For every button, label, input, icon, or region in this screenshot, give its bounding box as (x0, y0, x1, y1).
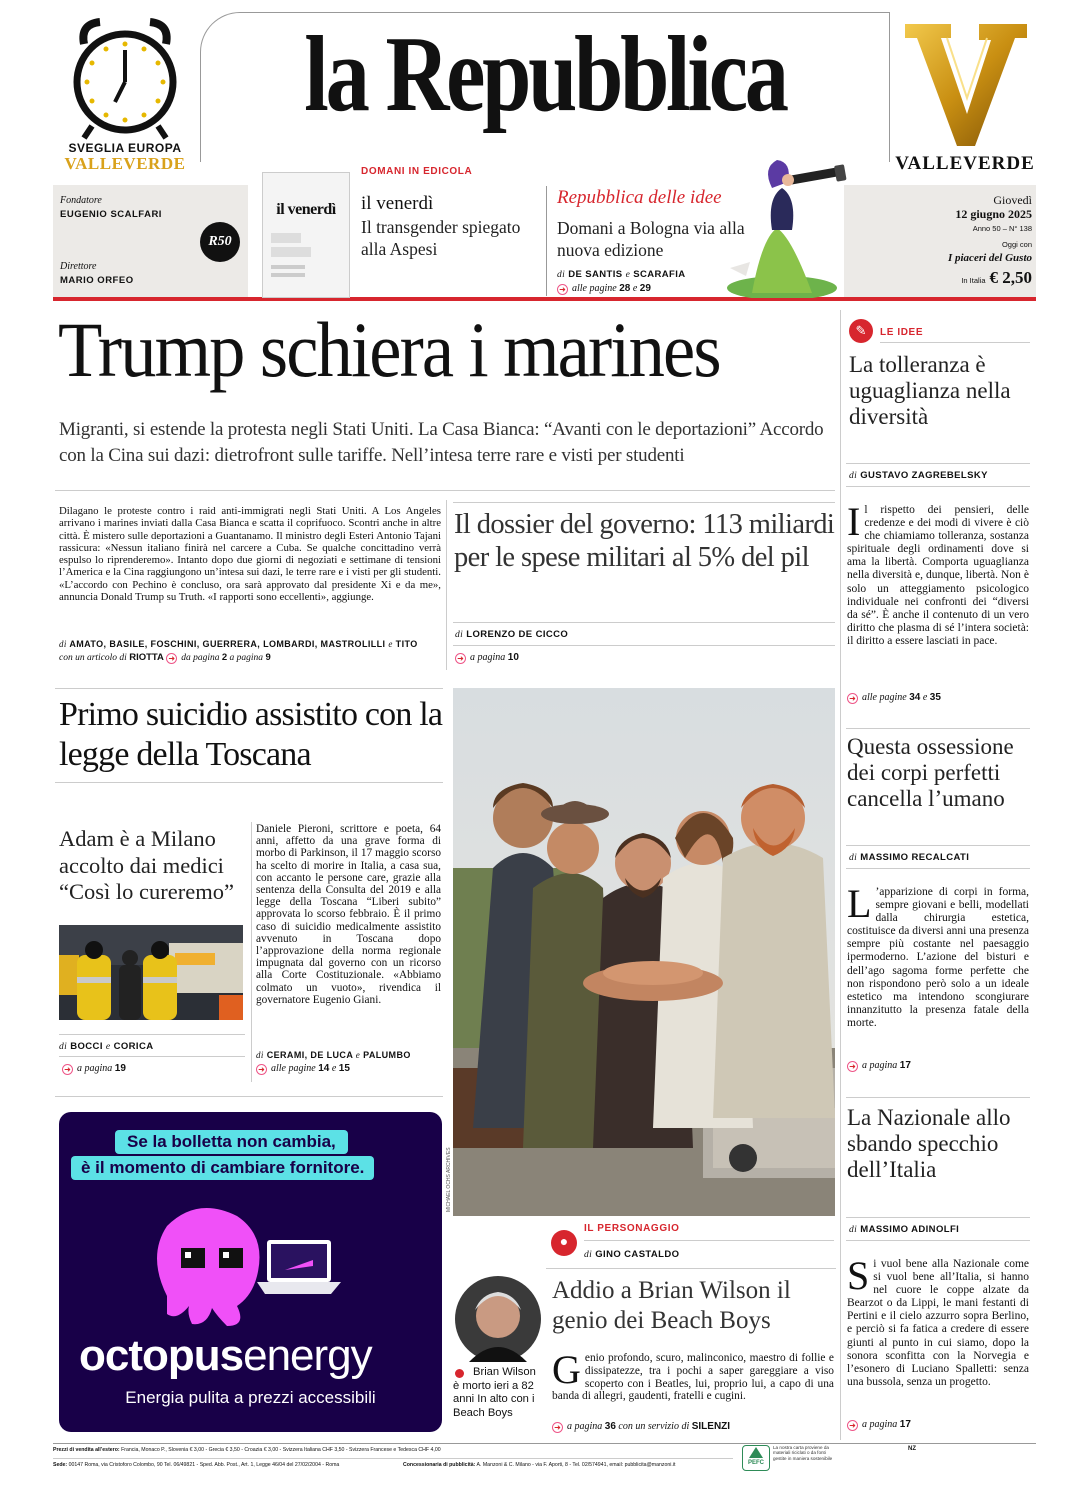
byline-prefix: di (455, 630, 464, 640)
footer-seat-text: 00147 Roma, via Cristoforo Colombo, 90 Tel. 06/49821 - Sped. Abb. Post., Art. 1, Legge 46/04 del 27/02/2004 - Roma (68, 1462, 340, 1468)
r50-badge: R50 (200, 222, 240, 262)
byline-prefix: di (557, 270, 566, 280)
beach-boys-photo[interactable] (453, 688, 835, 1216)
byline-author: MASSIMO ADINOLFI (860, 1224, 960, 1235)
idee-kicker: LE IDEE (880, 327, 924, 338)
dossier-page-ref[interactable] (455, 652, 519, 664)
byline-author: GUSTAVO ZAGREBELSKY (860, 470, 988, 481)
page-number: 28 (619, 283, 631, 294)
director-label: Direttore (60, 261, 97, 272)
lead-page-ref[interactable] (59, 652, 271, 664)
ideas-byline (557, 269, 686, 280)
op3-page-ref[interactable] (847, 1419, 911, 1431)
byline-prefix: di (59, 639, 67, 649)
cover-block (271, 273, 305, 277)
byline-author: DE SANTIS (568, 269, 623, 280)
op2-body (847, 881, 1029, 1030)
valleverde-brand: VALLEVERDE (895, 153, 1035, 174)
op1-byline (849, 470, 988, 481)
page-number: 17 (899, 1060, 911, 1071)
footer-prices (53, 1447, 743, 1453)
byline-authors: AMATO, BASILE, FOSCHINI, GUERRERA, LOMBARDI, MASTROLILLI (69, 639, 386, 649)
op2-rule-2 (846, 868, 1030, 869)
promo-kicker: DOMANI IN EDICOLA (361, 166, 473, 177)
op1-rule (846, 463, 1030, 464)
service-prefix: con un servizio di (618, 1421, 690, 1432)
date-full: 12 giugno 2025 (955, 207, 1032, 221)
date-day: Giovedì (993, 193, 1032, 207)
body-text: i vuol bene alla Nazionale come si vuol bene all’Italia, si hanno nel cuore le coppe alzate da Bearzot o da Lippi, le mani festanti di Pertini e il cielo azzurro sopra Berlino, e perciò si fa fatica a credere di essere giunti al punto in cui siamo, dopo la sonora sconfitta con la Norvegia e l’esonero di Luciano Spalletti: senza una bussola, senza un progetto. (847, 1258, 1029, 1388)
byline-prefix: di (849, 471, 858, 481)
masthead-red-rule (53, 297, 1036, 301)
op3-body (847, 1253, 1029, 1389)
ideas-subtitle: Domani a Bologna via alla nuova edizione (557, 218, 745, 260)
footer-prices-text: Francia, Monaco P., Slovenia € 3,00 - Grecia € 3,50 - Croazia € 3,00 - Svizzera Italiana CHF 3,50 - Svizzera Francese e Tedesca CHF 4,00 (121, 1447, 441, 1453)
page-number: 14 (318, 1063, 330, 1074)
ideas-title[interactable]: Repubblica delle idee (557, 187, 722, 208)
page-and: e (632, 283, 638, 294)
alarm-clock-icon (70, 14, 180, 144)
arrow-right-icon: ➜ (166, 653, 177, 664)
price-value: € 2,50 (989, 268, 1032, 287)
ad-brand-light: energy (243, 1331, 372, 1380)
octopus-energy-ad[interactable] (59, 1112, 442, 1432)
tree-icon (743, 1446, 769, 1460)
dropcap: G (552, 1347, 581, 1392)
byline-author: LORENZO DE CICCO (466, 629, 569, 640)
cover-block (271, 265, 305, 269)
footer-ads (403, 1462, 738, 1468)
personaggio-kicker: IL PERSONAGGIO (584, 1223, 680, 1234)
dossier-rule-2 (453, 645, 835, 646)
byline-author: PALUMBO (363, 1050, 411, 1060)
ad-tagline: Energia pulita a prezzi accessibili (125, 1388, 376, 1407)
magazine-title[interactable]: il venerdì (361, 193, 434, 214)
ad-line-2: è il momento di cambiare fornitore. (71, 1156, 374, 1180)
lead-rule (55, 490, 835, 491)
footer-seat (53, 1462, 398, 1468)
arrow-right-icon: ➜ (847, 693, 858, 704)
byline-prefix: di (584, 1250, 593, 1260)
arrow-right-icon: ➜ (455, 653, 466, 664)
valleverde-v-logo (903, 18, 1029, 148)
page-and: e (331, 1063, 337, 1074)
byline-author: BOCCI (70, 1041, 103, 1052)
brian-wilson-portrait[interactable] (455, 1276, 541, 1362)
arrow-right-icon: ➜ (847, 1420, 858, 1431)
op1-title[interactable]: La tolleranza è uguaglianza nella diversità (849, 352, 1011, 429)
footer-prices-label: Prezzi di vendita all’estero: (53, 1447, 120, 1453)
founder-name: EUGENIO SCALFARI (60, 209, 162, 220)
arrow-right-icon: ➜ (847, 1061, 858, 1072)
lead-deck: Migranti, si estende la protesta negli Stati Uniti. La Casa Bianca: “Avanti con le deportazioni” Accordo con la Cina sui dazi: dietrofront sulle tariffe. Nell’intesa terre rare e visti per studenti (59, 419, 824, 466)
page-number: 36 (604, 1421, 616, 1432)
column-divider (251, 822, 252, 1082)
suicide-headline[interactable]: Primo suicidio assistito con la legge della Toscana (59, 696, 443, 773)
byline-author: MASSIMO RECALCATI (860, 852, 970, 863)
magazine-cover-title: il venerdì (276, 201, 336, 218)
byline-and: e (105, 1042, 111, 1052)
service-author: SILENZI (691, 1421, 731, 1432)
promo-divider (546, 186, 547, 296)
suicide-page-ref[interactable] (256, 1063, 350, 1075)
page-prefix: a pagina (77, 1063, 113, 1074)
byline-prefix: di (59, 1042, 68, 1052)
byline-author: CERAMI, DE LUCA (266, 1050, 353, 1060)
personaggio-headline[interactable]: Addio a Brian Wilson il genio dei Beach Boys (552, 1277, 791, 1334)
personaggio-rule-2 (546, 1268, 836, 1269)
arrow-right-icon: ➜ (62, 1064, 73, 1075)
page-prefix: a pagina (567, 1421, 603, 1432)
byline-and: e (355, 1050, 361, 1060)
page-number: 19 (114, 1063, 126, 1074)
founder-label: Fondatore (60, 195, 102, 206)
footer-rule (53, 1443, 1036, 1444)
op2-title[interactable]: Questa ossessione dei corpi perfetti cancella l’umano (847, 734, 1014, 811)
op3-rule-2 (846, 1240, 1030, 1241)
magazine-subtitle: Il transgender spiegato alla Aspesi (361, 217, 521, 259)
lead-body: Dilagano le proteste contro i raid anti-immigrati negli Stati Uniti. A Los Angeles arrivano i marines inviati dalla Casa Bianca e scatta il coprifuoco. Scontri anche in altre città. È mistero sulle deportazioni a Guantanamo. Il ministro degli Esteri Antonio Tajani rassicura: «Nessun italiano finirà nel carcere a Cuba. Se qualche concittadino verrà espulso lo riprenderemo». Intanto dopo due giorni di negoziati e settimane di tensioni l’America e la Cina raggiungono un’intesa sui dazi, le terre rare e i visti per gli studenti. «L’accordo con Pechino è concluso, ora sarà approvato dal presidente Xi e da me», annuncia Donald Trump su Truth. «I rapporti sono eccellenti», aggiunge. (59, 505, 441, 604)
idee-rule (880, 342, 1030, 343)
today-with: Oggi con (1001, 240, 1032, 249)
column-divider (446, 500, 447, 670)
dossier-byline (455, 629, 568, 640)
adam-headline[interactable]: Adam è a Milano accolto dai medici “Così lo cureremo” (59, 826, 234, 904)
pefc-logo (742, 1445, 770, 1471)
page-prefix: a pagina (470, 652, 506, 663)
op2-page-ref[interactable] (847, 1060, 911, 1072)
op3-rule (846, 1217, 1030, 1218)
issue-number: Anno 50 – N° 138 (972, 224, 1032, 233)
page-number: 34 (909, 692, 921, 703)
octopus-mascot-icon (137, 1196, 357, 1336)
adam-rule (59, 1034, 245, 1035)
byline-and: e (625, 270, 631, 280)
byline-and: e (388, 639, 393, 649)
ad-brand (79, 1330, 372, 1381)
section-rule (846, 1097, 1030, 1098)
page-number: 17 (899, 1419, 911, 1430)
price-label: In Italia (961, 276, 986, 285)
page-and: e (922, 692, 928, 703)
sveglia-europa-label: SVEGLIA EUROPA (68, 141, 182, 155)
dropcap: L (847, 881, 872, 926)
dossier-top-rule (453, 502, 835, 503)
op3-title[interactable]: La Nazionale allo sbando specchio dell’Italia (847, 1105, 1011, 1182)
dropcap: S (847, 1253, 870, 1298)
suicide-byline (256, 1050, 411, 1060)
byline-author: SCARAFIA (633, 269, 686, 280)
byline-prefix: di (849, 1225, 858, 1235)
byline-prefix: di (256, 1050, 264, 1060)
personaggio-body (552, 1347, 834, 1403)
arrow-right-icon: ➜ (256, 1064, 267, 1075)
page-number: 10 (507, 652, 519, 663)
byline-author: TITO (395, 639, 418, 649)
page-prefix: alle pagine (271, 1063, 316, 1074)
pefc-label: PEFC (747, 1460, 764, 1466)
body-text: ’apparizione di corpi in forma, sempre giovani e belli, modellati dalla chirurgia estetica, costituisce da diversi anni una presenza sempre più costante nel paesaggio ipermoderno. L’azione del bisturi e dell’ago sagoma forme perfette che non rispondono però solo a un ideale estetico ma intendono scongiurare innanzitutto la presenza fatale della morte. (847, 886, 1029, 1029)
arrow-right-icon: ➜ (552, 1422, 563, 1433)
masthead (0, 0, 1091, 300)
adam-photo[interactable] (59, 925, 243, 1020)
op1-page-ref[interactable] (847, 692, 941, 704)
footer-seat-label: Sede: (53, 1462, 68, 1468)
page-prefix: a pagina (862, 1419, 898, 1430)
photo-credit: MICHAEL OCHS ARCHIVES (446, 1147, 452, 1212)
page-prefix: alle pagine (862, 692, 907, 703)
supplement-name: I piaceri del Gusto (947, 252, 1032, 264)
with-prefix: con un articolo di (59, 653, 127, 663)
pefc-text: La nostra carta proviene da materiali riciclati o da fonti gestite in maniera sostenibile (773, 1445, 833, 1461)
page-number: 9 (265, 652, 271, 663)
lead-byline (59, 639, 444, 649)
personaggio-page-ref[interactable] (552, 1421, 730, 1433)
footer-ads-text: A. Manzoni & C. Milano - via F. Aporti, 8 - Tel. 02/574941, email: pubblicita@manzoni.it (476, 1462, 676, 1468)
lead-headline[interactable]: Trump schiera i marines (58, 306, 720, 393)
byline-author: GINO CASTALDO (595, 1249, 680, 1260)
section-rule (55, 782, 443, 783)
page-prefix: da pagina (181, 653, 220, 663)
personaggio-byline (584, 1249, 679, 1260)
page-mid: a pagina (229, 653, 264, 663)
arrow-right-icon: ➜ (557, 284, 568, 295)
page-number: 15 (338, 1063, 350, 1074)
valleverde-left-label: VALLEVERDE (64, 154, 186, 173)
photo-caption: Brian Wilson è morto ieri a 82 anni In alto con i Beach Boys (453, 1366, 536, 1419)
body-text: l rispetto dei pensieri, delle credenze e dei modi di vivere è ciò che chiamiamo tolleranza, sostanza spirituale degli ordinamenti dove si ama la libertà. Comporta uguaglianza nella diversità e, dunque, libertà. Non è solo un atteggiamento psicologico individuale nei confronti dei “diversi da sé”. È anche il contenuto di un vero diritto che plasma di sé l’intera società: il diritto a essere lasciati in pace. (847, 504, 1029, 647)
page-number: 29 (639, 283, 651, 294)
dossier-rule (453, 622, 835, 623)
section-rule (846, 728, 1030, 729)
right-column-divider (840, 310, 841, 1440)
ad-brand-bold: octopus (79, 1331, 244, 1380)
ad-line-1: Se la bolletta non cambia, (115, 1130, 348, 1154)
person-icon: ● (551, 1230, 577, 1256)
byline-author: CORICA (113, 1041, 154, 1052)
footer-ads-label: Concessionaria di pubblicità: (403, 1462, 476, 1468)
byline-prefix: di (849, 853, 858, 863)
dropcap: I (847, 499, 861, 544)
page-number: 35 (929, 692, 941, 703)
adam-rule-2 (59, 1056, 245, 1057)
personaggio-rule (584, 1240, 834, 1241)
page-prefix: alle pagine (572, 283, 617, 294)
adam-byline (59, 1041, 153, 1052)
section-rule (55, 1096, 443, 1097)
op1-body (847, 499, 1029, 648)
idee-icon: ✎ (849, 319, 873, 343)
op3-byline (849, 1224, 959, 1235)
director-name: MARIO ORFEO (60, 275, 134, 286)
magazine-cover-thumbnail[interactable] (262, 172, 350, 298)
page-prefix: a pagina (862, 1060, 898, 1071)
newspaper-title[interactable]: la Repubblica (304, 15, 786, 134)
ideas-page-ref[interactable] (557, 283, 651, 295)
footer-code: NZ (908, 1446, 916, 1452)
op2-byline (849, 852, 969, 863)
op1-rule-2 (846, 486, 1030, 487)
dossier-headline[interactable]: Il dossier del governo: 113 miliardi per le spese militari al 5% del pil (454, 509, 835, 573)
cover-block (271, 247, 311, 257)
cover-block (271, 233, 301, 243)
footer-rule-2 (53, 1458, 733, 1459)
op2-rule (846, 845, 1030, 846)
telescope-woman-illustration (722, 158, 857, 298)
adam-page-ref[interactable] (62, 1063, 126, 1075)
section-rule (55, 688, 443, 689)
suicide-body: Daniele Pieroni, scrittore e poeta, 64 anni, affetto da una grave forma di morbo di Parkinson, il 17 maggio scorso ha scelto di morire in Italia, a casa sua, con accanto le persone care, grazie alla sentenza della Consulta del 2019 e alla legge della Toscana “Liberi subito” approvata lo scorso febbraio. È il primo caso di suicidio medicalmente assistito avvenuto in Toscana dopo l’approvazione della norma regionale impugnata dal governo con un ricorso alla Corte Costituzionale. «Abbiamo colmato un vuoto», rivendica il governatore Eugenio Giani. (256, 823, 441, 1006)
body-text: enio profondo, scuro, malinconico, maestro di follie e dissipatezze, tra i pochi a saper gareggiare a viso scoperto con i Beatles, lui, proprio lui, a capo di una banda di allegri, gaudenti, fratelli e cugini. (552, 1352, 834, 1403)
page-number: 2 (221, 652, 228, 663)
price-box (900, 268, 1032, 288)
with-author: RIOTTA (129, 652, 164, 663)
